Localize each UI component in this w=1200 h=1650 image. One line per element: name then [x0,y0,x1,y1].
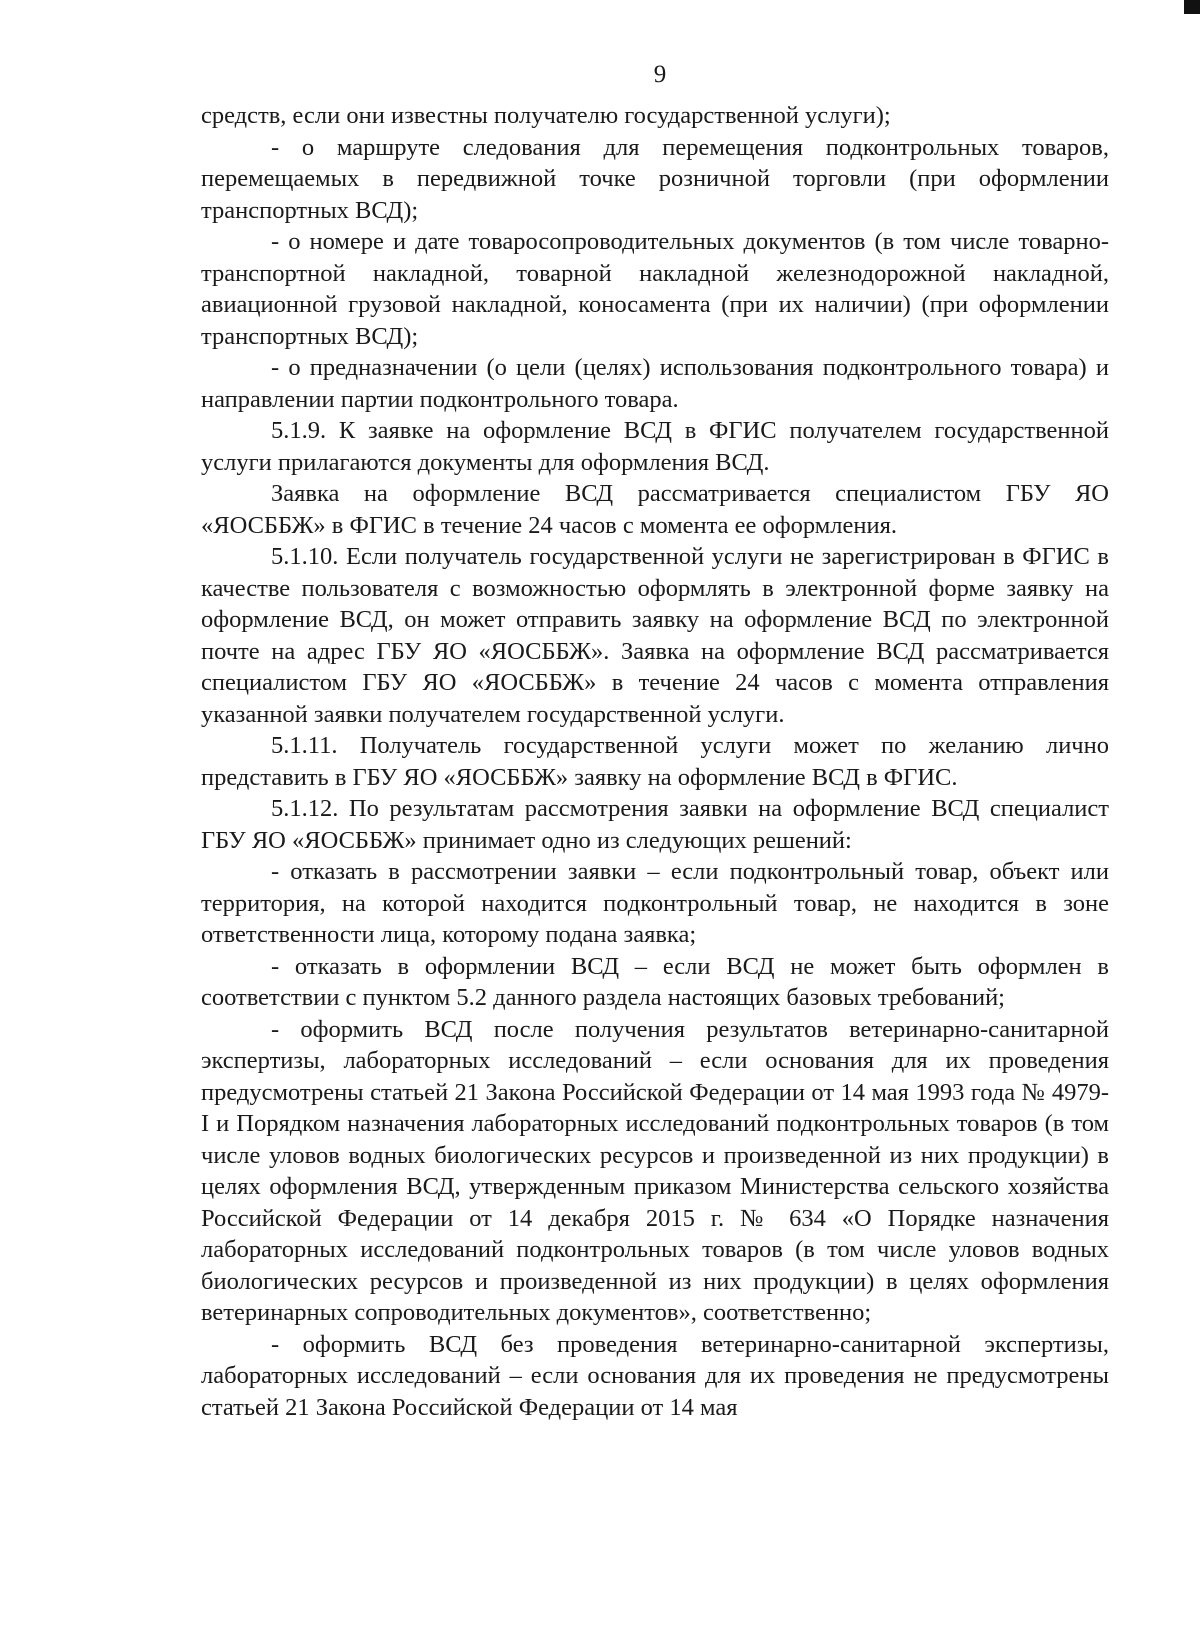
paragraph: - о маршруте следования для перемещения подконтрольных товаров, перемещаемых в передвижной точке розничной торговли (при оформлении транспортных ВСД); [201,133,1109,224]
paragraph: - оформить ВСД после получения результатов ветеринарно-санитарной экспертизы, лабораторных исследований – если основания для их проведения предусмотрены статьей 21 Закона Российской Федерации от 14 мая 1993 года № 4979-I и Порядком назначения лабораторных исследований подконтрольных товаров (в том числе уловов водных биологических ресурсов и произведенной из них продукции) в целях оформления ВСД, утвержденным приказом Министерства сельского хозяйства Российской Федерации от 14 декабря 2015 г. № 634 «О Порядке назначения лабораторных исследований подконтрольных товаров (в том числе уловов водных биологических ресурсов и произведенной из них продукции) в целях оформления ветеринарных сопроводительных документов», соответственно; [201,1015,1109,1326]
page-number: 9 [653,61,667,88]
paragraph: - отказать в оформлении ВСД – если ВСД не может быть оформлен в соответствии с пунктом 5.2 данного раздела настоящих базовых требований; [201,952,1109,1011]
paragraph: - о номере и дате товаросопроводительных документов (в том числе товарно-транспортной накладной, товарной накладной железнодорожной накладной, авиационной грузовой накладной, коносамента (при их наличии) (при оформлении транспортных ВСД); [201,228,1109,350]
paragraph: 5.1.11. Получатель государственной услуги может по желанию лично представить в ГБУ ЯО «ЯОСББЖ» заявку на оформление ВСД в ФГИС. [201,732,1109,791]
scan-edge-mark [1184,0,1200,14]
paragraph: - о предназначении (о цели (целях) использования подконтрольного товара) и направлении партии подконтрольного товара. [201,354,1109,413]
paragraph: средств, если они известны получателю государственной услуги); [201,102,891,129]
paragraph: - отказать в рассмотрении заявки – если подконтрольный товар, объект или территория, на которой находится подконтрольный товар, не находится в зоне ответственности лица, которому подана заявка; [201,858,1109,948]
paragraph: 5.1.12. По результатам рассмотрения заявки на оформление ВСД специалист ГБУ ЯО «ЯОСББЖ» принимает одно из следующих решений: [201,795,1109,854]
document-body [201,100,1109,1423]
paragraph: 5.1.10. Если получатель государственной услуги не зарегистрирован в ФГИС в качестве пользователя с возможностью оформлять в электронной форме заявку на оформление ВСД, он может отправить заявку на оформление ВСД по электронной почте на адрес ГБУ ЯО «ЯОСББЖ». Заявка на оформление ВСД рассматривается специалистом ГБУ ЯО «ЯОСББЖ» в течение 24 часов с момента отправления указанной заявки получателем государственной услуги. [201,543,1109,728]
paragraph: Заявка на оформление ВСД рассматривается специалистом ГБУ ЯО «ЯОСББЖ» в ФГИС в течение 24 часов с момента ее оформления. [201,480,1109,539]
paragraph: - оформить ВСД без проведения ветеринарно-санитарной экспертизы, лабораторных исследований – если основания для их проведения не предусмотрены статьей 21 Закона Российской Федерации от 14 мая [201,1330,1109,1421]
paragraph: 5.1.9. К заявке на оформление ВСД в ФГИС получателем государственной услуги прилагаются документы для оформления ВСД. [201,417,1109,476]
